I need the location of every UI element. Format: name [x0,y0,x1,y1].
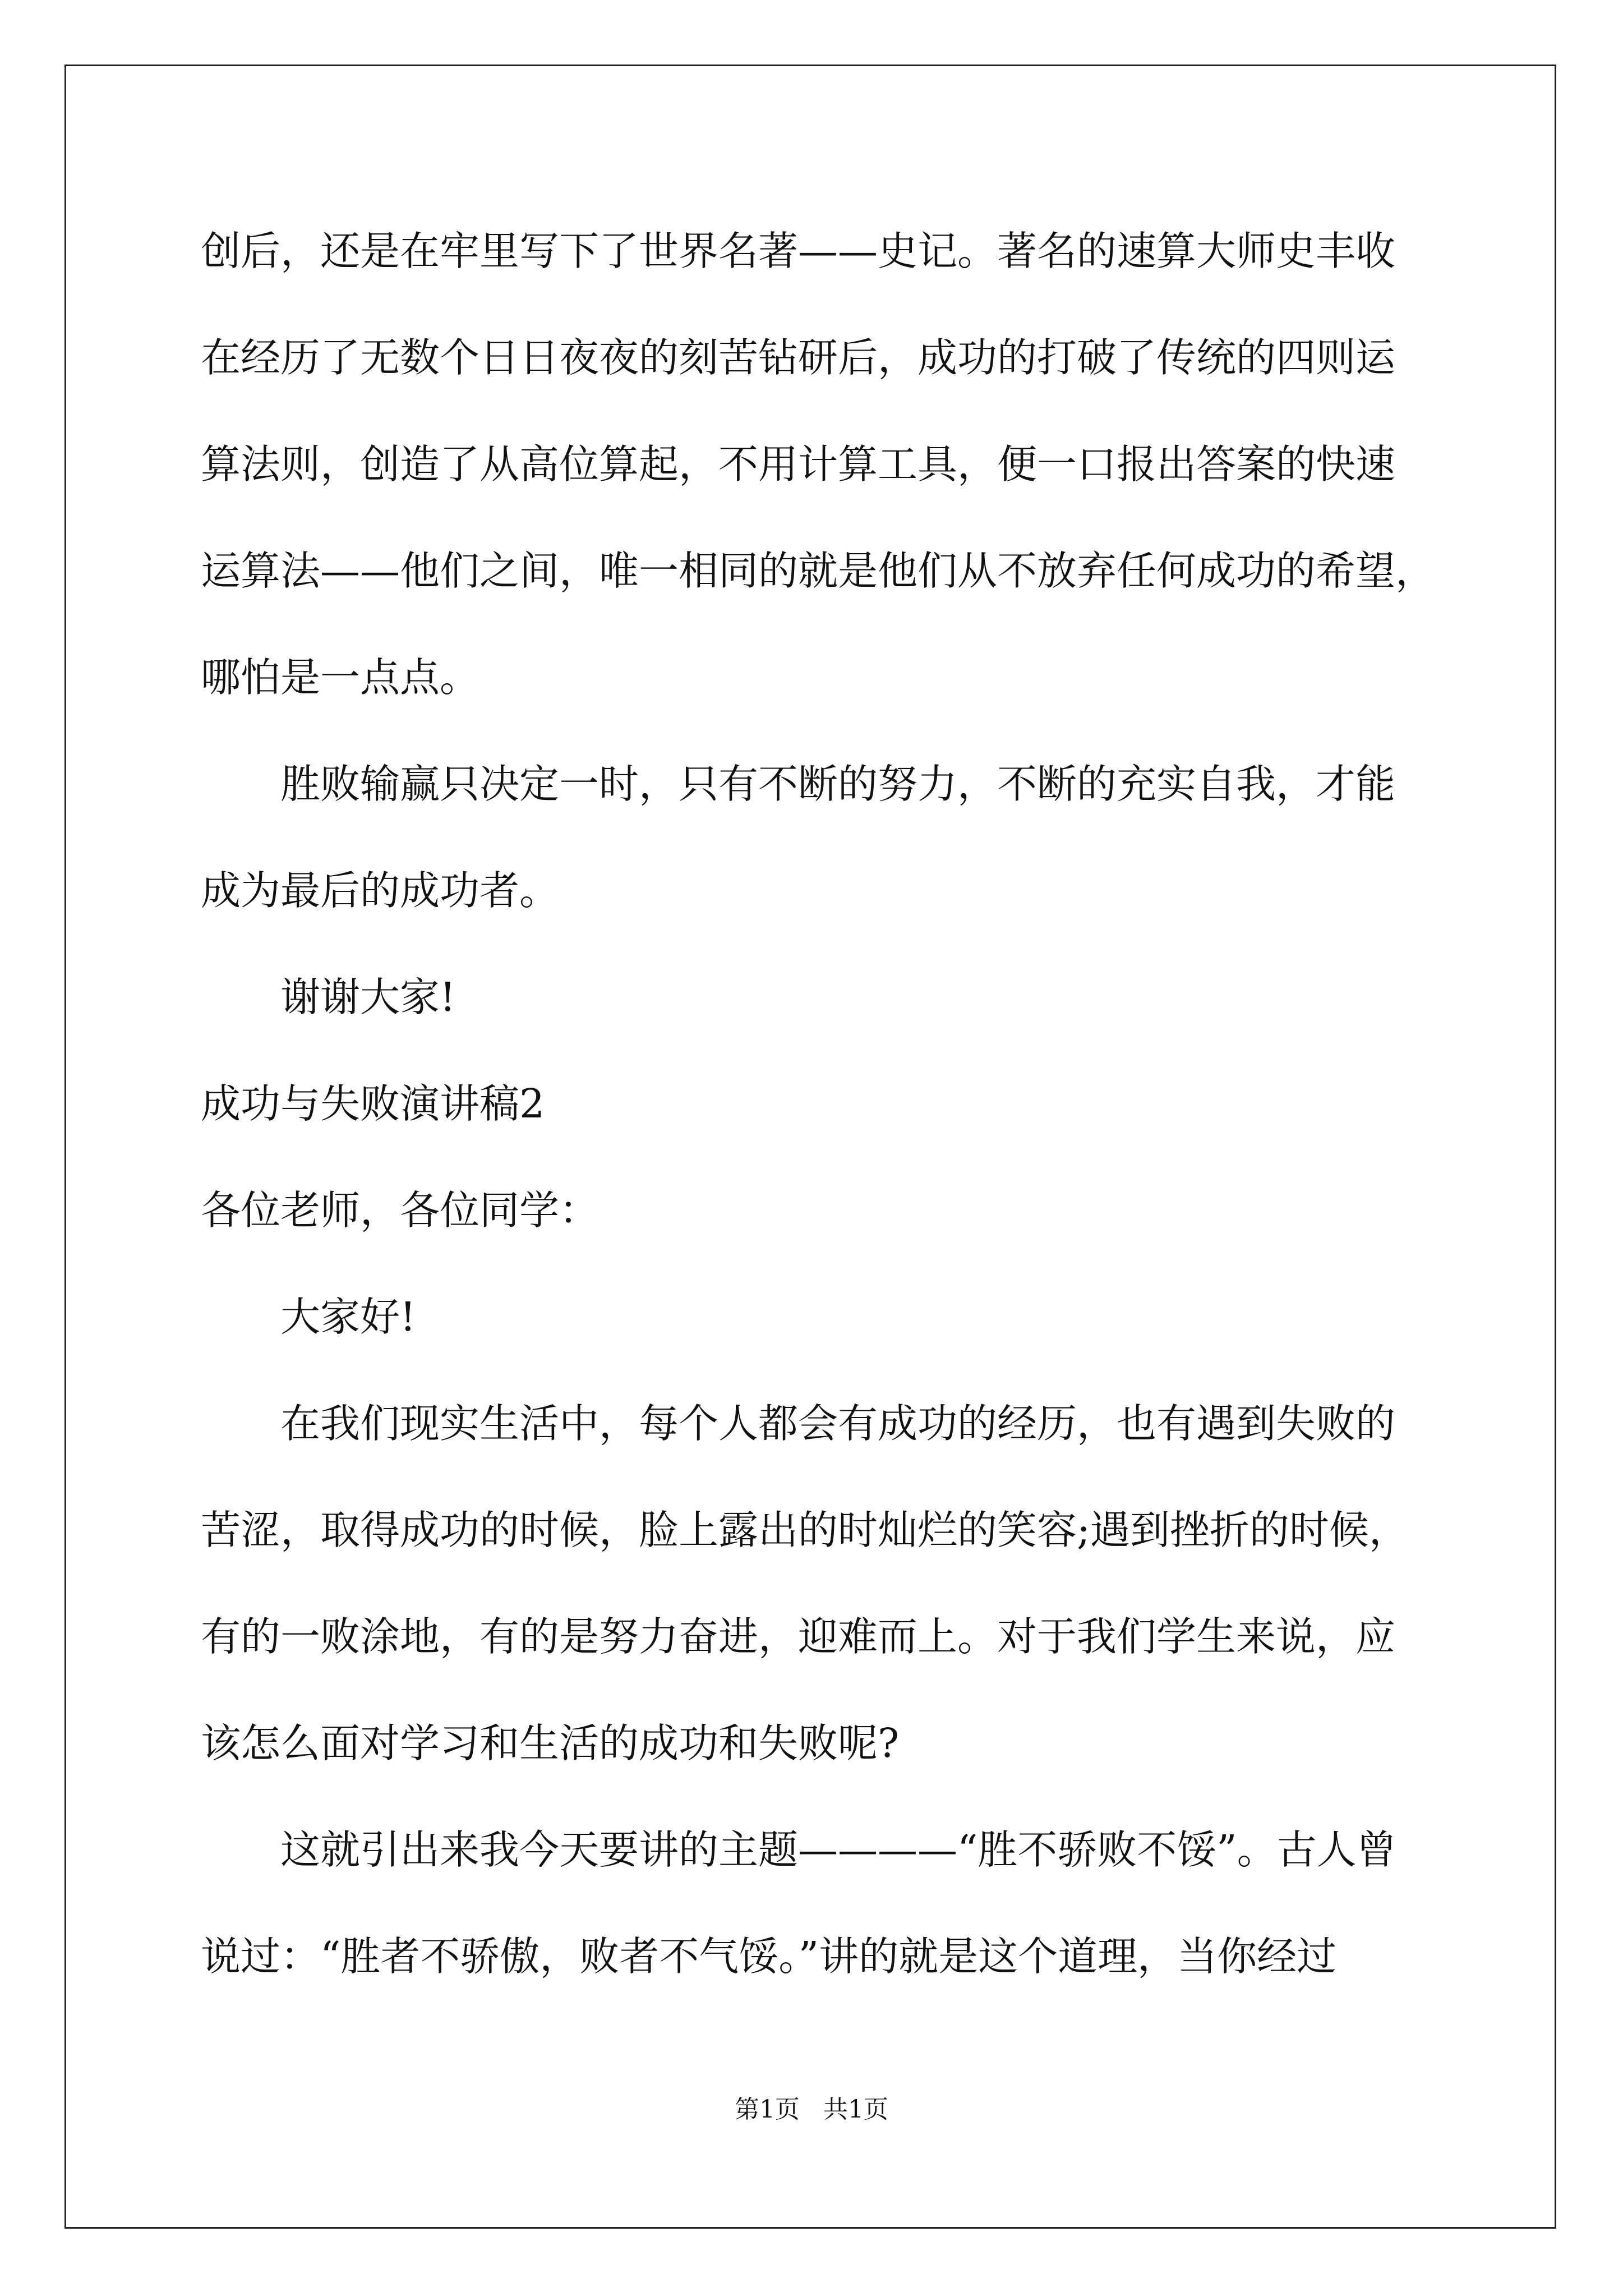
body-text-line: 说过：“胜者不骄傲，败者不气馁。”讲的就是这个道理，当你经过 [201,1933,1337,1980]
section-title: 成功与失败演讲稿2 [201,1080,545,1127]
page-border [64,65,1556,2229]
body-text-line: 算法则，创造了从高位算起，不用计算工具，便一口报出答案的快速 [201,441,1396,487]
body-text-line: 成为最后的成功者。 [201,867,560,914]
body-text-line: 运算法——他们之间，唯一相同的就是他们从不放弃任何成功的希望， [201,547,1436,594]
body-text-line: 有的一败涂地，有的是努力奋进，迎难而上。对于我们学生来说，应 [201,1613,1396,1660]
closing-line: 谢谢大家! [280,974,456,1020]
greeting-line: 大家好! [280,1294,416,1340]
body-text-line: 创后，还是在牢里写下了世界名著——史记。著名的速算大师史丰收 [201,228,1396,274]
body-text-line: 在经历了无数个日日夜夜的刻苦钻研后，成功的打破了传统的四则运 [201,334,1396,381]
salutation-line: 各位老师，各位同学： [201,1187,600,1234]
page-number-footer: 第1页 共1页 [735,2095,888,2124]
body-text-line: 哪怕是一点点。 [201,654,480,701]
body-text-line: 苦涩，取得成功的时候，脸上露出的时灿烂的笑容;遇到挫折的时候， [201,1507,1409,1553]
body-text-line: 这就引出来我今天要讲的主题————“胜不骄败不馁”。古人曾 [280,1826,1396,1873]
body-text-line: 胜败输赢只决定一时，只有不断的努力，不断的充实自我，才能 [280,761,1396,807]
body-text-line: 该怎么面对学习和生活的成功和失败呢? [201,1720,900,1766]
body-text-line: 在我们现实生活中，每个人都会有成功的经历，也有遇到失败的 [280,1400,1396,1447]
